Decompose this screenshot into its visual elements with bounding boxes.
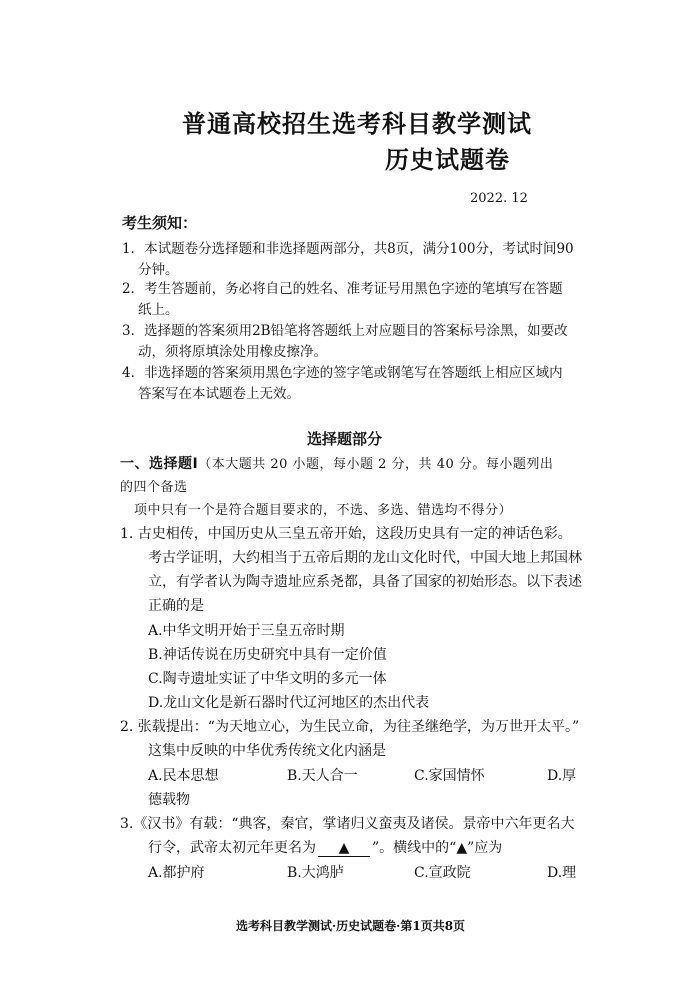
- notice-item-1-line-2: 分钟。: [138, 262, 179, 278]
- q2-option-d-wrap: 德载物: [148, 792, 190, 808]
- exam-date: 2022. 12: [470, 191, 528, 206]
- notice-heading: 考生须知：: [122, 214, 198, 232]
- q1-stem-line-3: 立，有学者认为陶寺遗址应系尧都，具备了国家的初始形态。以下表述: [148, 574, 582, 590]
- q1-option-d: D.龙山文化是新石器时代辽河地区的杰出代表: [148, 695, 430, 711]
- q2-stem-line-1: 2. 张载提出：“为天地立心，为生民立命，为往圣继绝学，为万世开太平。”: [120, 719, 580, 735]
- q3-blank: ▲: [318, 840, 370, 857]
- q2-option-a: A.民本思想: [148, 768, 219, 784]
- part1-instruction-2: 的四个备选: [120, 480, 188, 495]
- q3-option-a: A.都护府: [148, 865, 205, 881]
- exam-subtitle: 历史试题卷: [385, 146, 510, 174]
- q3-stem-line-2a: 行令，武帝太初元年更名为: [148, 840, 316, 856]
- notice-item-4-line-1: 4．非选择题的答案须用黑色字迹的签字笔或钢笔写在答题纸上相应区域内: [122, 365, 563, 381]
- q2-stem-line-2: 这集中反映的中华优秀传统文化内涵是: [148, 743, 386, 759]
- q2-option-c: C.家国情怀: [414, 768, 485, 784]
- notice-item-2-line-2: 纸上。: [138, 302, 179, 318]
- q1-option-c: C.陶寺遗址实证了中华文明的多元一体: [148, 671, 387, 687]
- q3-option-d: D.理: [547, 865, 577, 881]
- q3-stem-line-2: [148, 837, 502, 857]
- part1-instruction-1: （本大题共 20 小题，每小题 2 分，共 40 分。每小题列出: [198, 457, 554, 472]
- q3-stem-line-1: 3.《汉书》有载：“典客，秦官，掌诸归义蛮夷及诸侯。景帝中六年更名大: [120, 816, 575, 832]
- notice-item-2-line-1: 2．考生答题前，务必将自己的姓名、准考证号用黑色字迹的笔填写在答题: [122, 281, 563, 297]
- q2-option-d: D.厚: [547, 768, 577, 784]
- notice-item-3-line-2: 动，须将原填涂处用橡皮擦净。: [138, 344, 327, 360]
- q3-option-c: C.宣政院: [414, 865, 471, 881]
- q1-stem-line-1: 1. 古史相传，中国历史从三皇五帝开始，这段历史具有一定的神话色彩。: [120, 526, 572, 542]
- part1-header: [120, 453, 553, 473]
- q1-option-b: B.神话传说在历史研究中具有一定价值: [148, 647, 387, 663]
- q1-stem-line-2: 考古学证明，大约相当于五帝后期的龙山文化时代，中国大地上邦国林: [148, 550, 582, 566]
- part1-instruction-3: 项中只有一个是符合题目要求的，不选、多选、错选均不得分）: [134, 503, 513, 518]
- exam-title: 普通高校招生选考科目教学测试: [182, 110, 532, 138]
- notice-item-4-line-2: 答案写在本试题卷上无效。: [138, 386, 300, 402]
- q1-stem-line-4: 正确的是: [148, 598, 204, 614]
- section-title: 选择题部分: [307, 430, 383, 448]
- q1-option-a: A.中华文明开始于三皇五帝时期: [148, 623, 345, 639]
- notice-item-3-line-1: 3．选择题的答案须用2B铅笔将答题纸上对应题目的答案标号涂黑，如要改: [122, 323, 568, 339]
- q2-option-b: B.天人合一: [287, 768, 358, 784]
- q3-stem-line-2b: ”。横线中的“▲”应为: [372, 840, 503, 856]
- notice-item-1-line-1: 1．本试题卷分选择题和非选择题两部分，共8页，满分100分，考试时间90: [122, 241, 574, 257]
- page-footer: 选考科目教学测试·历史试题卷·第1页共8页: [236, 919, 466, 933]
- part1-label: 一、选择题Ⅰ: [120, 456, 199, 472]
- q3-option-b: B.大鸿胪: [287, 865, 344, 881]
